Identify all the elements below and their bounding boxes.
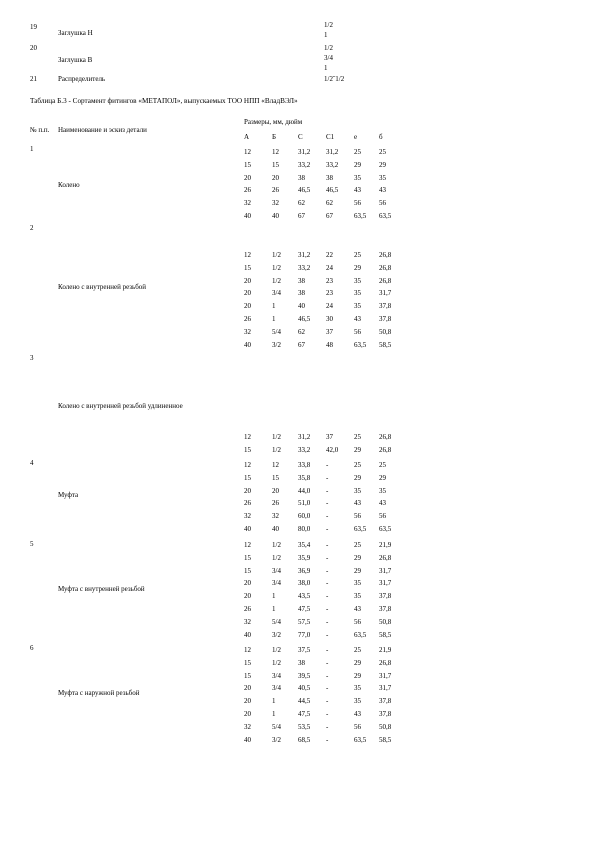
table-cell: 35 bbox=[354, 174, 361, 182]
group-name: Муфта с наружной резьбой bbox=[58, 689, 140, 697]
header-col-5: e bbox=[354, 133, 358, 141]
table-cell: - bbox=[326, 541, 329, 549]
table-cell: 20 bbox=[244, 579, 251, 587]
prev-row-number: 21 bbox=[30, 75, 37, 83]
table-cell: 12 bbox=[272, 461, 279, 469]
table-cell: - bbox=[326, 512, 329, 520]
table-cell: 46,5 bbox=[298, 315, 311, 323]
table-cell: 25 bbox=[379, 461, 386, 469]
table-cell: 77,0 bbox=[298, 631, 311, 639]
table-cell: 42,0 bbox=[326, 446, 339, 454]
header-col-2: Б bbox=[272, 133, 277, 141]
prev-row-number: 19 bbox=[30, 23, 37, 31]
table-cell: 35,4 bbox=[298, 541, 311, 549]
table-cell: 31,2 bbox=[298, 148, 311, 156]
table-cell: - bbox=[326, 697, 329, 705]
table-cell: 32 bbox=[244, 328, 251, 336]
table-cell: 43 bbox=[354, 605, 361, 613]
table-cell: 50,8 bbox=[379, 723, 392, 731]
table-cell: 1 bbox=[272, 697, 276, 705]
table-cell: 25 bbox=[354, 646, 361, 654]
table-cell: 56 bbox=[354, 723, 361, 731]
table-cell: 15 bbox=[244, 672, 251, 680]
table-cell: 40 bbox=[298, 302, 305, 310]
table-cell: 43,5 bbox=[298, 592, 311, 600]
table-cell: 33,2 bbox=[298, 161, 311, 169]
table-cell: 15 bbox=[272, 474, 279, 482]
table-cell: 5/4 bbox=[272, 328, 281, 336]
table-cell: - bbox=[326, 684, 329, 692]
table-cell: 32 bbox=[244, 618, 251, 626]
table-cell: 63,5 bbox=[354, 736, 367, 744]
table-cell: 47,5 bbox=[298, 710, 311, 718]
header-sizes: Размеры, мм, дюйм bbox=[244, 118, 303, 126]
table-cell: 20 bbox=[272, 174, 279, 182]
table-cell: - bbox=[326, 487, 329, 495]
table-cell: 56 bbox=[354, 512, 361, 520]
table-cell: 47,5 bbox=[298, 605, 311, 613]
table-cell: - bbox=[326, 499, 329, 507]
table-cell: 53,5 bbox=[298, 723, 311, 731]
table-cell: 37,8 bbox=[379, 697, 392, 705]
table-cell: 26,8 bbox=[379, 251, 392, 259]
table-cell: 37,8 bbox=[379, 592, 392, 600]
table-cell: 43 bbox=[354, 499, 361, 507]
table-cell: 56 bbox=[354, 328, 361, 336]
table-cell: 38 bbox=[298, 174, 305, 182]
table-cell: 31,7 bbox=[379, 672, 392, 680]
table-cell: 32 bbox=[272, 199, 279, 207]
table-cell: 29 bbox=[354, 672, 361, 680]
table-cell: 31,2 bbox=[298, 251, 311, 259]
table-cell: 63,5 bbox=[379, 212, 392, 220]
table-cell: 38 bbox=[298, 277, 305, 285]
table-cell: 1/2 bbox=[272, 659, 281, 667]
table-cell: 29 bbox=[354, 446, 361, 454]
table-cell: 40 bbox=[244, 631, 251, 639]
table-cell: 33,2 bbox=[298, 446, 311, 454]
table-cell: 31,7 bbox=[379, 289, 392, 297]
table-cell: - bbox=[326, 567, 329, 575]
table-cell: 63,5 bbox=[354, 631, 367, 639]
table-cell: 1 bbox=[272, 710, 276, 718]
table-cell: 37,5 bbox=[298, 646, 311, 654]
table-cell: 15 bbox=[244, 567, 251, 575]
prev-row-size: 3/4 bbox=[324, 54, 333, 62]
table-cell: 38 bbox=[326, 174, 333, 182]
table-cell: 1/2 bbox=[272, 251, 281, 259]
prev-row-name: Заглушка В bbox=[58, 56, 93, 64]
header-col-1: А bbox=[244, 133, 250, 141]
group-number: 4 bbox=[30, 459, 34, 467]
table-cell: 1/2 bbox=[272, 277, 281, 285]
table-cell: 40 bbox=[244, 736, 251, 744]
header-col-4: С1 bbox=[326, 133, 335, 141]
table-cell: 35 bbox=[379, 487, 386, 495]
table-cell: 29 bbox=[354, 567, 361, 575]
table-cell: 25 bbox=[354, 461, 361, 469]
table-cell: 29 bbox=[354, 554, 361, 562]
table-cell: 1 bbox=[272, 315, 276, 323]
table-cell: 22 bbox=[326, 251, 333, 259]
table-cell: 63,5 bbox=[354, 212, 367, 220]
table-cell: 15 bbox=[244, 161, 251, 169]
table-cell: 56 bbox=[354, 199, 361, 207]
table-cell: 43 bbox=[354, 710, 361, 718]
table-cell: 38,0 bbox=[298, 579, 311, 587]
table-cell: 26 bbox=[244, 315, 251, 323]
table-cell: - bbox=[326, 605, 329, 613]
table-cell: 31,2 bbox=[326, 148, 339, 156]
table-cell: 1/2 bbox=[272, 446, 281, 454]
table-cell: - bbox=[326, 672, 329, 680]
prev-row-size: 1 bbox=[324, 31, 328, 39]
table-cell: 80,0 bbox=[298, 525, 311, 533]
table-cell: 67 bbox=[326, 212, 333, 220]
table-cell: 26,8 bbox=[379, 433, 392, 441]
table-cell: - bbox=[326, 579, 329, 587]
table-cell: 12 bbox=[244, 433, 251, 441]
prev-row-number: 20 bbox=[30, 44, 37, 52]
table-cell: 15 bbox=[244, 554, 251, 562]
table-cell: 1 bbox=[272, 592, 276, 600]
table-cell: 40 bbox=[244, 212, 251, 220]
table-cell: 60,0 bbox=[298, 512, 311, 520]
table-cell: 37,8 bbox=[379, 605, 392, 613]
table-cell: 26 bbox=[272, 186, 279, 194]
table-cell: 35,8 bbox=[298, 474, 311, 482]
table-cell: 63,5 bbox=[379, 525, 392, 533]
table-cell: 21,9 bbox=[379, 541, 392, 549]
table-cell: 32 bbox=[272, 512, 279, 520]
table-cell: 50,8 bbox=[379, 618, 392, 626]
table-cell: 26 bbox=[272, 499, 279, 507]
table-cell: 63,5 bbox=[354, 341, 367, 349]
table-cell: 62 bbox=[298, 328, 305, 336]
table-cell: 23 bbox=[326, 289, 333, 297]
table-cell: 32 bbox=[244, 512, 251, 520]
prev-row-size: 1/2˝1/2 bbox=[324, 75, 345, 83]
table-cell: 20 bbox=[244, 277, 251, 285]
table-cell: 20 bbox=[244, 697, 251, 705]
table-cell: 1/2 bbox=[272, 541, 281, 549]
table-cell: 12 bbox=[272, 148, 279, 156]
table-cell: 20 bbox=[244, 684, 251, 692]
table-cell: 37,8 bbox=[379, 302, 392, 310]
group-name: Колено с внутренней резьбой bbox=[58, 283, 147, 291]
table-cell: 35 bbox=[354, 697, 361, 705]
table-cell: - bbox=[326, 554, 329, 562]
table-cell: - bbox=[326, 474, 329, 482]
table-cell: 26,8 bbox=[379, 446, 392, 454]
table-cell: 20 bbox=[272, 487, 279, 495]
table-cell: 12 bbox=[244, 541, 251, 549]
table-cell: 21,9 bbox=[379, 646, 392, 654]
table-cell: 20 bbox=[244, 174, 251, 182]
table-cell: 25 bbox=[354, 148, 361, 156]
table-cell: 23 bbox=[326, 277, 333, 285]
prev-row-size: 1/2 bbox=[324, 44, 333, 52]
table-cell: 62 bbox=[298, 199, 305, 207]
table-cell: 62 bbox=[326, 199, 333, 207]
table-cell: - bbox=[326, 592, 329, 600]
group-number: 6 bbox=[30, 644, 34, 652]
table-cell: 26,8 bbox=[379, 264, 392, 272]
table-cell: 36,9 bbox=[298, 567, 311, 575]
table-cell: 35 bbox=[354, 277, 361, 285]
table-cell: 43 bbox=[354, 186, 361, 194]
table-cell: 30 bbox=[326, 315, 333, 323]
table-cell: 24 bbox=[326, 302, 333, 310]
table-cell: - bbox=[326, 461, 329, 469]
table-cell: - bbox=[326, 646, 329, 654]
group-number: 2 bbox=[30, 224, 34, 232]
prev-row-size: 1/2 bbox=[324, 21, 333, 29]
table-cell: 46,5 bbox=[326, 186, 339, 194]
table-cell: 37 bbox=[326, 328, 333, 336]
table-cell: - bbox=[326, 659, 329, 667]
table-cell: 3/4 bbox=[272, 579, 281, 587]
table-title: Таблица Б.3 - Сортамент фитингов «МЕТАПОЛ», выпускаемых ТОО НПП «ВладВЭЛ» bbox=[30, 97, 298, 105]
table-cell: 26 bbox=[244, 605, 251, 613]
table-cell: 25 bbox=[354, 251, 361, 259]
table-cell: 26,8 bbox=[379, 277, 392, 285]
table-cell: 3/4 bbox=[272, 289, 281, 297]
header-col-6: б bbox=[379, 133, 383, 141]
group-name: Колено bbox=[58, 181, 80, 189]
table-cell: 15 bbox=[244, 446, 251, 454]
table-cell: 1 bbox=[272, 302, 276, 310]
table-cell: 32 bbox=[244, 199, 251, 207]
table-cell: 44,5 bbox=[298, 697, 311, 705]
group-number: 3 bbox=[30, 354, 34, 362]
table-cell: 5/4 bbox=[272, 618, 281, 626]
table-cell: 20 bbox=[244, 487, 251, 495]
table-cell: - bbox=[326, 525, 329, 533]
group-name: Муфта bbox=[58, 491, 79, 499]
table-cell: 1/2 bbox=[272, 554, 281, 562]
table-cell: 29 bbox=[354, 161, 361, 169]
table-cell: 15 bbox=[272, 161, 279, 169]
table-cell: 29 bbox=[354, 264, 361, 272]
table-cell: 31,7 bbox=[379, 567, 392, 575]
header-col-3: С bbox=[298, 133, 303, 141]
table-cell: 67 bbox=[298, 212, 305, 220]
table-cell: 3/2 bbox=[272, 631, 281, 639]
table-cell: 20 bbox=[244, 710, 251, 718]
table-cell: 31,7 bbox=[379, 579, 392, 587]
table-cell: 43 bbox=[379, 186, 386, 194]
table-cell: 25 bbox=[379, 148, 386, 156]
table-cell: 46,5 bbox=[298, 186, 311, 194]
table-cell: 38 bbox=[298, 659, 305, 667]
table-cell: 31,2 bbox=[298, 433, 311, 441]
table-cell: - bbox=[326, 723, 329, 731]
table-cell: 56 bbox=[379, 199, 386, 207]
table-cell: 35 bbox=[379, 174, 386, 182]
table-cell: - bbox=[326, 736, 329, 744]
table-cell: 3/4 bbox=[272, 684, 281, 692]
table-cell: 20 bbox=[244, 592, 251, 600]
table-cell: 33,2 bbox=[326, 161, 339, 169]
table-cell: 58,5 bbox=[379, 631, 392, 639]
table-cell: 32 bbox=[244, 723, 251, 731]
table-cell: 12 bbox=[244, 148, 251, 156]
table-cell: 15 bbox=[244, 474, 251, 482]
table-cell: 15 bbox=[244, 264, 251, 272]
group-number: 1 bbox=[30, 145, 34, 153]
table-cell: 35 bbox=[354, 579, 361, 587]
table-cell: 35 bbox=[354, 592, 361, 600]
table-cell: 40 bbox=[244, 525, 251, 533]
table-cell: 5/4 bbox=[272, 723, 281, 731]
table-cell: 12 bbox=[244, 251, 251, 259]
table-cell: 26,8 bbox=[379, 659, 392, 667]
table-cell: 37,8 bbox=[379, 710, 392, 718]
header-number: № п.п. bbox=[30, 126, 50, 134]
table-cell: 68,5 bbox=[298, 736, 311, 744]
table-cell: 12 bbox=[244, 646, 251, 654]
table-cell: 29 bbox=[379, 474, 386, 482]
table-cell: 50,8 bbox=[379, 328, 392, 336]
prev-row-name: Заглушка Н bbox=[58, 29, 93, 37]
table-cell: 29 bbox=[354, 474, 361, 482]
table-cell: 56 bbox=[379, 512, 386, 520]
table-cell: 37 bbox=[326, 433, 333, 441]
table-cell: 40 bbox=[244, 341, 251, 349]
table-cell: 40 bbox=[272, 212, 279, 220]
table-cell: 40 bbox=[272, 525, 279, 533]
group-number: 5 bbox=[30, 540, 34, 548]
table-cell: 57,5 bbox=[298, 618, 311, 626]
table-cell: 38 bbox=[298, 289, 305, 297]
table-cell: 44,0 bbox=[298, 487, 311, 495]
group-name: Колено с внутренней резьбой удлиненное bbox=[58, 402, 183, 410]
table-cell: 40,5 bbox=[298, 684, 311, 692]
header-name: Наименование и эскиз детали bbox=[58, 126, 147, 134]
table-cell: 56 bbox=[354, 618, 361, 626]
table-cell: 37,8 bbox=[379, 315, 392, 323]
table-cell: 1 bbox=[272, 605, 276, 613]
table-cell: 1/2 bbox=[272, 646, 281, 654]
table-cell: 26 bbox=[244, 499, 251, 507]
table-cell: 58,5 bbox=[379, 341, 392, 349]
table-cell: 12 bbox=[244, 461, 251, 469]
table-cell: 43 bbox=[354, 315, 361, 323]
table-cell: 43 bbox=[379, 499, 386, 507]
table-cell: - bbox=[326, 710, 329, 718]
prev-row-size: 1 bbox=[324, 64, 328, 72]
table-cell: 24 bbox=[326, 264, 333, 272]
table-cell: 63,5 bbox=[354, 525, 367, 533]
table-cell: 51,0 bbox=[298, 499, 311, 507]
table-cell: 35 bbox=[354, 302, 361, 310]
table-cell: 15 bbox=[244, 659, 251, 667]
prev-row-name: Распределитель bbox=[58, 75, 106, 83]
table-cell: - bbox=[326, 618, 329, 626]
table-cell: 3/2 bbox=[272, 736, 281, 744]
table-cell: - bbox=[326, 631, 329, 639]
table-cell: 3/2 bbox=[272, 341, 281, 349]
table-cell: 1/2 bbox=[272, 264, 281, 272]
table-cell: 35 bbox=[354, 487, 361, 495]
table-cell: 35,9 bbox=[298, 554, 311, 562]
table-cell: 48 bbox=[326, 341, 333, 349]
table-cell: 29 bbox=[379, 161, 386, 169]
table-cell: 29 bbox=[354, 659, 361, 667]
table-cell: 39,5 bbox=[298, 672, 311, 680]
table-cell: 20 bbox=[244, 289, 251, 297]
table-cell: 25 bbox=[354, 541, 361, 549]
table-cell: 26,8 bbox=[379, 554, 392, 562]
table-cell: 35 bbox=[354, 289, 361, 297]
table-cell: 25 bbox=[354, 433, 361, 441]
group-name: Муфта с внутренней резьбой bbox=[58, 585, 145, 593]
table-cell: 33,8 bbox=[298, 461, 311, 469]
table-cell: 67 bbox=[298, 341, 305, 349]
table-cell: 26 bbox=[244, 186, 251, 194]
table-cell: 3/4 bbox=[272, 567, 281, 575]
table-cell: 31,7 bbox=[379, 684, 392, 692]
table-cell: 33,2 bbox=[298, 264, 311, 272]
table-cell: 58,5 bbox=[379, 736, 392, 744]
table-cell: 35 bbox=[354, 684, 361, 692]
table-cell: 3/4 bbox=[272, 672, 281, 680]
table-cell: 20 bbox=[244, 302, 251, 310]
table-cell: 1/2 bbox=[272, 433, 281, 441]
